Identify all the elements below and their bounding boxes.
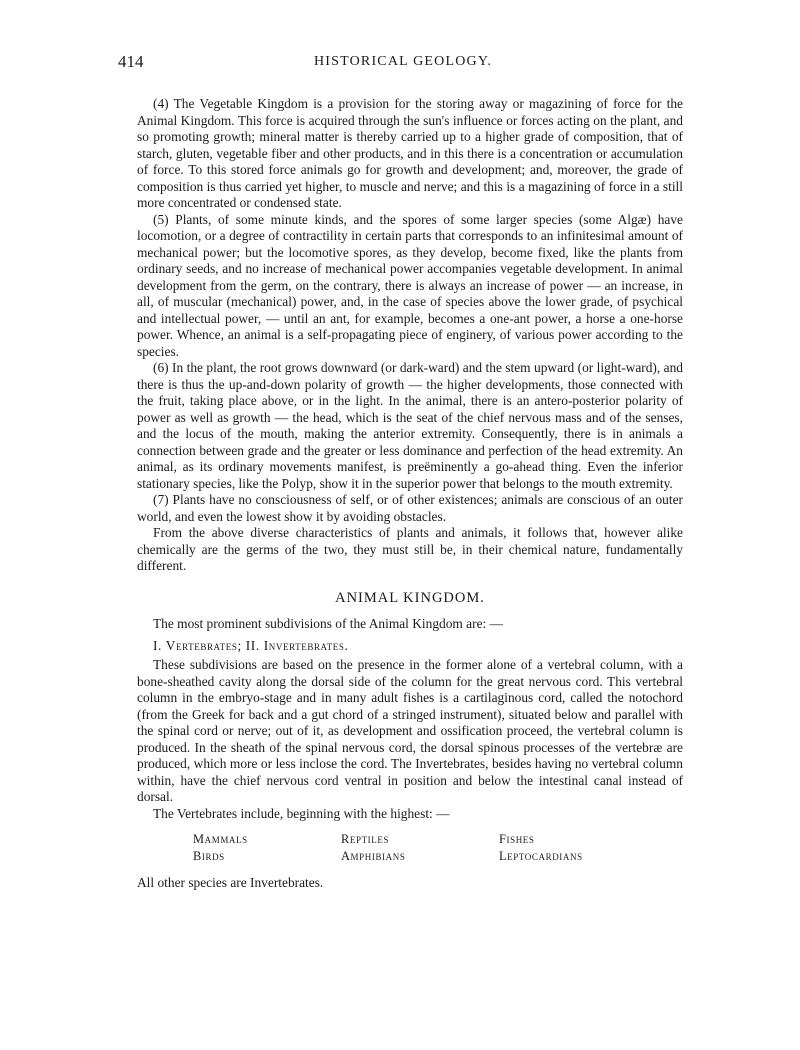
paragraph-5: (5) Plants, of some minute kinds, and the spores of some larger species (some Algæ) have locomotion, or a degree of contractility in certain parts that corresponds to an infinitesimal amount of mechanical power; but the locomotive spores, as they develop, become fixed, like the plants from ordinary seeds, and no increase of mechanical power accompanies vegetable development. In animal development from the germ, on the contrary, there is always an increase of power — an increase, in all, of muscular (mechanical) power, and, in the case of species above the lower grade, of psychical and intellectual power, — until an ant, for example, becomes a one-ant power, a horse a one-horse power. Whence, an animal is a self-propagating piece of enginery, of various power according to the species.: [137, 211, 683, 359]
class-item: Birds: [193, 849, 225, 863]
class-item: Leptocardians: [499, 849, 583, 863]
subdivisions-line: I. Vertebrates; II. Invertebrates.: [153, 637, 349, 653]
section-intro: The most prominent subdivisions of the Animal Kingdom are: —: [153, 616, 503, 631]
page-number: 414: [118, 52, 144, 71]
section-heading: ANIMAL KINGDOM.: [335, 589, 485, 606]
closing-line: All other species are Invertebrates.: [137, 875, 324, 890]
page-body: [137, 96, 683, 892]
vertebrates-intro: The Vertebrates include, beginning with the highest: —: [153, 805, 450, 821]
vertebrate-classes-list: [193, 831, 683, 865]
paragraph-4: (4) The Vegetable Kingdom is a provision for the storing away or magazining of force for the Animal Kingdom. This force is acquired through the sun's influence or forces acting on the plant, and so promoting growth; mineral matter is thereby carried up to a higher grade of composition, that of starch, gluten, vegetable fiber and other products, and in this there is a concentration or accumulation of force. To this stored force animals go for growth and development; and, moreover, the grade of composition is thus carried yet higher, to muscle and nerve; and this is a magazining of force in a still more concentrated or condensed state.: [137, 96, 683, 210]
class-item: Amphibians: [341, 849, 406, 863]
paragraph-6: (6) In the plant, the root grows downward (or dark-ward) and the stem upward (or light-ward), and there is thus the up-and-down polarity of growth — the higher developments, those connected with the fruit, taking place above, or in the light. In the animal, there is an antero-posterior polarity of power as well as growth — the head, which is the seat of the chief nervous mass and of the senses, and the locus of the mouth, making the anterior extremity. Consequently, there is in animals a connection between grade and the greater or less dominance and perfection of the head extremity. An animal, as its ordinary movements manifest, is preëminently a go-ahead thing. Even the inferior stationary species, like the Polyp, show it in the superior power that belongs to the mouth extremity.: [137, 360, 683, 491]
page-header: [118, 52, 688, 76]
class-item: Reptiles: [341, 832, 390, 846]
conclusion-paragraph: From the above diverse characteristics of plants and animals, it follows that, however alike chemically are the germs of the two, they must still be, in their chemical nature, fundamentally different.: [137, 525, 683, 573]
paragraph-7: (7) Plants have no consciousness of self, or of other existences; animals are conscious of an outer world, and even the lowest show it by avoiding obstacles.: [137, 492, 683, 524]
running-head: HISTORICAL GEOLOGY.: [313, 54, 493, 69]
vertebral-paragraph: These subdivisions are based on the presence in the former alone of a vertebral column, with a bone-sheathed cavity along the dorsal side of the column for the great nervous cord. This vertebral column in the embryo-stage and in many adult fishes is a cartilaginous cord, called the notochord (from the Greek for back and a gut chord of a stringed instrument), situated below and parallel with the spinal cord or nerve; out of it, as development and ossification proceed, the vertebral column is produced. In the sheath of the spinal nervous cord, the dorsal spinous processes of the vertebræ are produced, which more or less inclose the cord. The Invertebrates, besides having no vertebral column within, have the chief nervous cord ventral in position and below the intestinal canal instead of dorsal.: [137, 657, 683, 804]
class-item: Mammals: [193, 832, 248, 846]
class-item: Fishes: [499, 832, 535, 846]
